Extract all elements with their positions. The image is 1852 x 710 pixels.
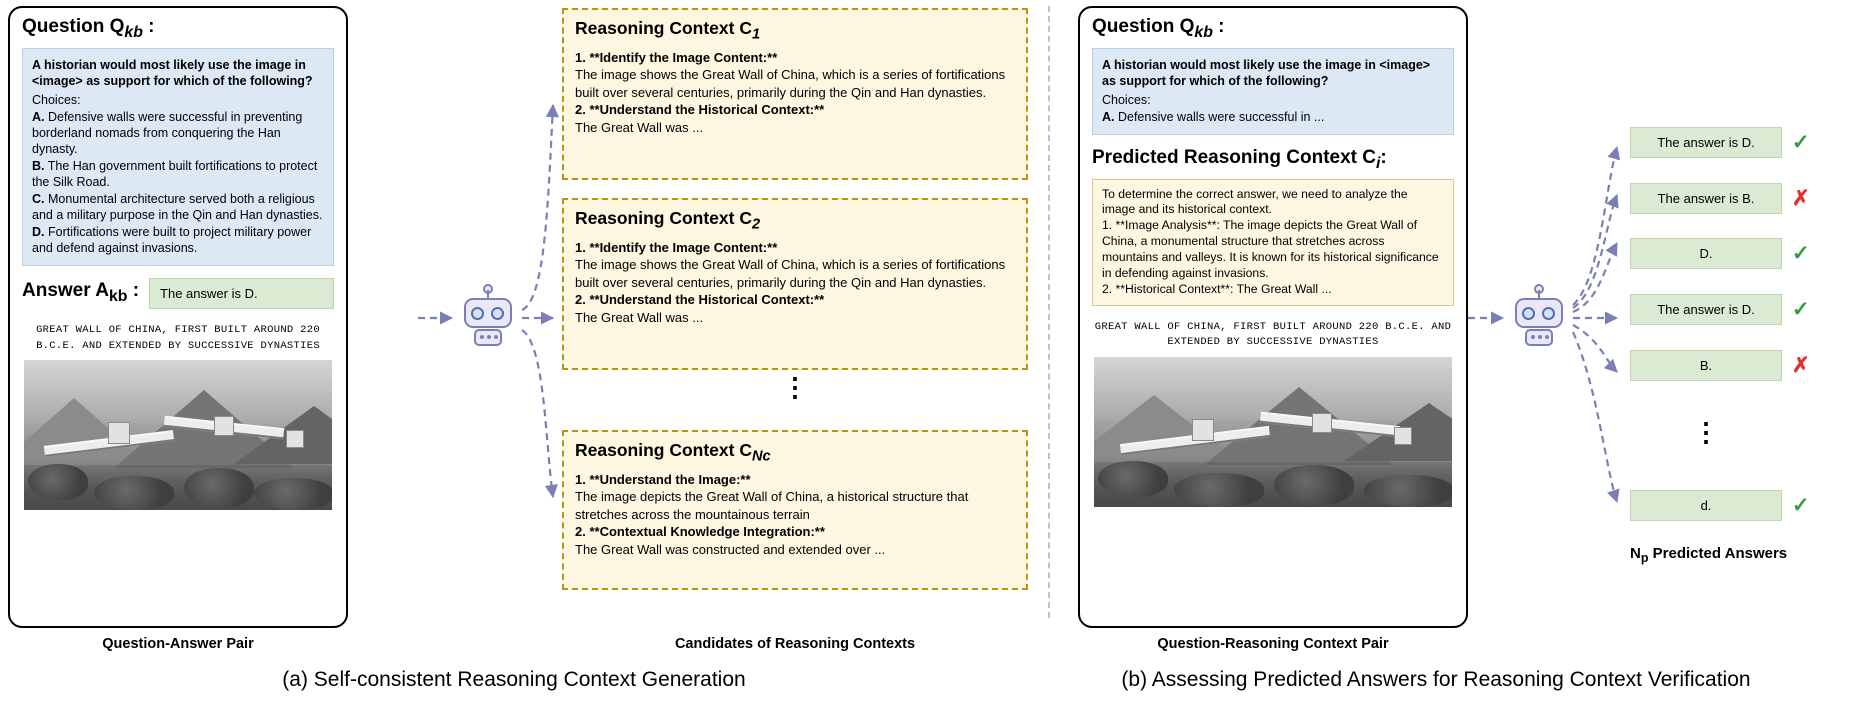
question-title-subscript: kb [124, 23, 143, 41]
predicted-answer-2 [1630, 183, 1810, 214]
reasoning-context-card-2 [562, 198, 1028, 370]
ctx1-step1-text: The image shows the Great Wall of China, which is a series of fortifications built over several centuries, primarily during the Qin and Han dynasties. [575, 67, 1006, 100]
ctx1-step1-heading: 1. **Identify the Image Content:** [575, 49, 778, 65]
reasoning-context-body-2 [575, 239, 1015, 327]
ctx2-step2-heading: 2. **Understand the Historical Context:** [575, 292, 825, 308]
reasoning-context-body-1 [575, 49, 1015, 137]
panel-a-caption: Question-Answer Pair [102, 636, 254, 652]
question-title-b-subscript: kb [1194, 23, 1213, 41]
predicted-answer-4 [1630, 294, 1810, 325]
choice-a [32, 109, 324, 157]
image-caption-a: GREAT WALL OF CHINA, FIRST BUILT AROUND 220 B.C.E. AND EXTENDED BY SUCCESSIVE DYNASTIES [36, 323, 320, 352]
question-title: Question $Q_{kb}$ : [22, 16, 155, 41]
answers-ellipsis: ⋮ [1693, 417, 1719, 447]
reasoning-context-body-n [575, 471, 1015, 559]
choice-d-text: Fortifications were built to project military power and defend against invasions. [32, 224, 312, 255]
predicted-reasoning-context-title: Predicted Reasoning Context $C_i$: [1092, 146, 1387, 172]
predicted-answer-text-4: The answer is D. [1630, 294, 1782, 325]
ctx2-step2-text: The Great Wall was ... [575, 309, 704, 325]
question-title-b: Question $Q_{kb}$ : [1092, 16, 1225, 41]
choice-b-letter: B. [32, 158, 45, 173]
predicted-reasoning-context-box [1092, 179, 1454, 306]
predicted-answer-text-6: d. [1630, 490, 1782, 521]
robot-icon-a [462, 290, 514, 348]
choice-c [32, 191, 324, 223]
predicted-answer-3 [1630, 238, 1810, 269]
ctx1-step2-text: The Great Wall was ... [575, 119, 704, 135]
predicted-answer-6 [1630, 490, 1810, 521]
pred-context-intro: To determine the correct answer, we need to analyze the image and its historical context. [1102, 186, 1408, 217]
choice-b-text: The Han government built fortifications to protect the Silk Road. [32, 158, 318, 189]
predicted-answers-caption: $N_p$ Predicted Answers [1630, 545, 1788, 565]
robot-icon-b [1513, 290, 1565, 348]
figure-caption-b: (b) Assessing Predicted Answers for Reasoning Context Verification [1121, 668, 1751, 691]
verdict-icon-correct: ✓ [1792, 298, 1810, 321]
choices-label-b: Choices: [1102, 92, 1151, 107]
answer-label-subscript: kb [108, 288, 128, 306]
image-caption-b: GREAT WALL OF CHINA, FIRST BUILT AROUND 220 B.C.E. AND EXTENDED BY SUCCESSIVE DYNASTIES [1094, 320, 1452, 349]
choice-a-text: Defensive walls were successful in preventing borderland nomads from conquering the Han dynasty. [32, 109, 303, 156]
great-wall-image-b [1094, 357, 1452, 507]
verdict-icon-correct: ✓ [1792, 494, 1810, 517]
reasoning-context-subscript-1: 1 [751, 26, 761, 43]
figure-caption-a: (a) Self-consistent Reasoning Context Generation [282, 668, 746, 691]
ctx1-step2-heading: 2. **Understand the Historical Context:** [575, 102, 825, 118]
predicted-answer-5 [1630, 350, 1810, 381]
reasoning-context-card-1 [562, 8, 1028, 180]
ctxn-step2-heading: 2. **Contextual Knowledge Integration:** [575, 524, 825, 540]
ctxn-step2-text: The Great Wall was constructed and extended over ... [575, 541, 886, 557]
predicted-answer-text-3: D. [1630, 238, 1782, 269]
predicted-answer-text-5: B. [1630, 350, 1782, 381]
question-box-b [1092, 48, 1454, 135]
verdict-icon-correct: ✓ [1792, 131, 1810, 154]
reasoning-context-title-2: Reasoning Context $C_2$ [575, 208, 761, 233]
answer-value: The answer is D. [149, 278, 334, 309]
choice-b-a-letter: A. [1102, 109, 1115, 124]
predicted-answer-1 [1630, 127, 1810, 158]
choice-b [32, 158, 324, 190]
panel-b-caption: Question-Reasoning Context Pair [1157, 636, 1389, 652]
choice-c-letter: C. [32, 191, 45, 206]
predicted-answers-caption-subscript: p [1640, 551, 1649, 565]
reasoning-context-subscript-2: 2 [751, 216, 761, 233]
answer-label: Answer $A_{kb}$ : [22, 280, 140, 306]
section-divider [1048, 6, 1050, 618]
reasoning-context-title-n: Reasoning Context $C_{Nc}$ [575, 440, 771, 465]
contexts-ellipsis: ⋮ [782, 372, 808, 402]
answer-row [22, 278, 334, 309]
ctxn-step1-heading: 1. **Understand the Image:** [575, 471, 751, 487]
question-text-b: A historian would most likely use the image in <image> as support for which of the following? [1102, 57, 1431, 88]
choice-b-a-text: Defensive walls were successful in ... [1117, 109, 1325, 124]
pred-context-step1: 1. **Image Analysis**: The image depicts the Great Wall of China, a monumental structure that stretches across mountains and valleys. It is known for its historical significance in defending against invasions. [1102, 218, 1439, 280]
reasoning-context-title-1: Reasoning Context $C_1$ [575, 18, 761, 43]
ctx2-step1-text: The image shows the Great Wall of China, which is a series of fortifications built over several centuries, primarily during the Qin and Han dynasties. [575, 257, 1006, 290]
great-wall-image-a [24, 360, 332, 510]
contexts-caption: Candidates of Reasoning Contexts [674, 636, 916, 652]
ctx2-step1-heading: 1. **Identify the Image Content:** [575, 239, 778, 255]
choice-b-a [1102, 109, 1444, 125]
verdict-icon-incorrect: ✗ [1792, 354, 1810, 377]
question-box [22, 48, 334, 266]
choice-d-letter: D. [32, 224, 45, 239]
pred-context-step2: 2. **Historical Context**: The Great Wall ... [1102, 281, 1332, 296]
ctxn-step1-text: The image depicts the Great Wall of China, a historical structure that stretches across the mountainous terrain [575, 489, 969, 522]
choices-label: Choices: [32, 92, 81, 107]
predicted-context-subscript: i [1376, 154, 1381, 172]
choice-d [32, 224, 324, 256]
reasoning-context-subscript-n: Nc [751, 448, 771, 465]
question-reasoning-context-panel [1078, 6, 1468, 628]
choice-c-text: Monumental architecture served both a religious and a military purpose in the Qin and Han dynasties. [32, 191, 323, 222]
verdict-icon-correct: ✓ [1792, 242, 1810, 265]
predicted-answer-text-2: The answer is B. [1630, 183, 1782, 214]
reasoning-context-card-n [562, 430, 1028, 590]
predicted-answer-text-1: The answer is D. [1630, 127, 1782, 158]
question-text: A historian would most likely use the image in <image> as support for which of the following? [32, 57, 313, 88]
verdict-icon-incorrect: ✗ [1792, 187, 1810, 210]
question-answer-panel [8, 6, 348, 628]
choice-a-letter: A. [32, 109, 45, 124]
